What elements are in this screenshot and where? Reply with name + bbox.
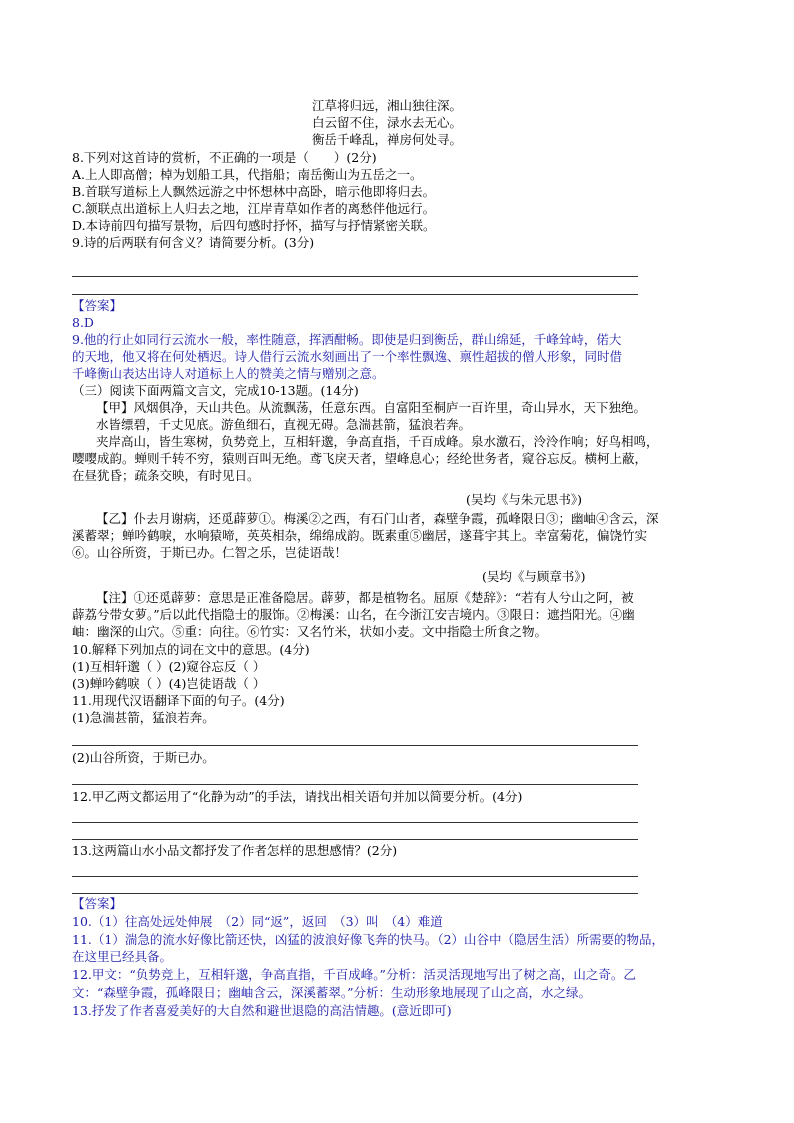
question-10-item: (3)蝉吟鹤唳（ ）(4)岂徒语哉（ ）: [72, 676, 266, 691]
answer-8: 8.D: [72, 315, 94, 330]
passage-jia-line: 在昼犹昏；疏条交映，有时见日。: [72, 468, 260, 483]
passage-jia-line: 【甲】风烟俱净，天山共色。从流飘荡，任意东西。自富阳至桐庐一百许里，奇山异水，天下独绝。: [96, 400, 647, 415]
answer-line: [72, 876, 638, 877]
passage-yi-line: 溪蓄翠；蝉吟鹤唳，水响猿啼，英英相杂，绵绵成韵。既素重⑤幽居，遂葺宇其上。幸富菊花，偏饶竹实: [72, 528, 648, 543]
question-8-option: C.颔联点出道标上人归去之地，江岸青草如作者的离愁伴他远行。: [72, 201, 436, 216]
answer-line: [72, 839, 638, 840]
passage-jia-source: (吴均《与朱元思书》): [466, 492, 583, 507]
passage-yi-line: ⑥。山谷所资，于斯已办。仁智之乐，岂徒语哉！: [72, 545, 348, 560]
answer-12-line: 12.甲文：“负势竞上，互相轩邈，争高直指，千百成峰。”分析：活灵活现地写出了树之高，山之奇。乙: [72, 967, 636, 982]
answer-13: 13.抒发了作者喜爱美好的大自然和避世退隐的高洁情趣。(意近即可): [72, 1003, 452, 1018]
answer-line: [72, 784, 638, 785]
question-10-stem: 10.解释下列加点的词在文中的意思。(4分): [72, 642, 310, 657]
answer-line: [72, 822, 638, 823]
question-11-sentence-1: (1)急湍甚箭，猛浪若奔。: [72, 710, 215, 725]
answer-11-line: 在这里已经具备。: [72, 949, 173, 964]
question-11-stem: 11.用现代汉语翻译下面的句子。(4分): [72, 693, 285, 708]
note-line: 岫：幽深的山穴。⑤重：向往。⑥竹实：又名竹米，状如小麦。文中指隐士所食之物。: [72, 624, 548, 639]
poem-line: 衡岳千峰乱，禅房何处寻。: [312, 132, 463, 147]
answer-label: 【答案】: [72, 298, 123, 313]
passage-yi-line: 【乙】仆去月谢病，还觅薜萝①。梅溪②之西，有石门山者，森壁争霞，孤峰限日③；幽岫④含云，深: [96, 511, 659, 526]
answer-12-line: 文：“森壁争霞，孤峰限日；幽岫含云，深溪蓄翠。”分析：生动形象地展现了山之高，水之绿。: [72, 985, 592, 1000]
passage-jia-line: 夹岸高山，皆生寒树，负势竞上，互相轩邈，争高直指，千百成峰。泉水激石，泠泠作响；好鸟相鸣，: [96, 434, 659, 449]
question-8-option: B.首联写道标上人飘然远游之中怀想林中高卧，暗示他即将归去。: [72, 184, 436, 199]
question-8-option: A.上人即高僧；棹为划船工具，代指船；南岳衡山为五岳之一。: [72, 167, 423, 182]
poem-line: 江草将归远，湘山独往深。: [312, 98, 463, 113]
passage-yi-source: (吴均《与顾章书》): [482, 569, 586, 584]
answer-9-line: 的天地，他又将在何处栖迟。诗人借行云流水刻画出了一个率性飘逸、禀性超拔的僧人形象，同时借: [72, 349, 623, 364]
question-8-stem: 8.下列对这首诗的赏析，不正确的一项是（ ）(2分): [72, 150, 377, 165]
answer-11-line: 11.（1）湍急的流水好像比箭还快，凶猛的波浪好像飞奔的快马。（2）山谷中（隐居生活）所需要的物品，: [72, 932, 665, 947]
answer-line: [72, 893, 638, 894]
question-11-sentence-2: (2)山谷所资，于斯已办。: [72, 750, 215, 765]
answer-line: [72, 745, 638, 746]
passage-jia-line: 嘤嘤成韵。蝉则千转不穷，猿则百叫无绝。鸢飞戾天者，望峰息心；经纶世务者，窥谷忘反。横柯上蔽，: [72, 451, 648, 466]
note-line: 【注】①还觅薜萝：意思是正准备隐居。薜萝，都是植物名。屈原《楚辞》：“若有人兮山之阿，被: [96, 590, 634, 605]
passage-jia-line: 水皆缥碧，千丈见底。游鱼细石，直视无碍。急湍甚箭，猛浪若奔。: [96, 417, 472, 432]
question-9-stem: 9.诗的后两联有何含义？请简要分析。(3分): [72, 235, 315, 250]
answer-label: 【答案】: [72, 896, 123, 911]
question-8-option: D.本诗前四句描写景物，后四句感时抒怀，描写与抒情紧密关联。: [72, 218, 436, 233]
question-13-stem: 13.这两篇山水小品文都抒发了作者怎样的思想感情？(2分): [72, 843, 398, 858]
answer-9-line: 千峰衡山表达出诗人对道标上人的赞美之情与赠别之意。: [72, 366, 385, 381]
question-10-item: (1)互相轩邈（ ）(2)窥谷忘反（ ）: [72, 659, 266, 674]
answer-10: 10.（1）往高处远处伸展 （2）同“返”，返回 （3）叫 （4）难道: [72, 914, 443, 929]
reading-intro: （三）阅读下面两篇文言文，完成10-13题。(14分): [72, 383, 359, 398]
answer-line: [72, 294, 638, 295]
poem-line: 白云留不住，渌水去无心。: [312, 115, 463, 130]
note-line: 薜荔兮带女萝。”后以此代指隐士的服饰。②梅溪：山名，在今浙江安吉境内。③限日：遮挡阳光。④幽: [72, 607, 635, 622]
answer-9-line: 9.他的行止如同行云流水一般，率性随意，挥洒酣畅。即使是归到衡岳，群山绵延，千峰耸峙，偌大: [72, 332, 622, 347]
answer-line: [72, 276, 638, 277]
question-12-stem: 12.甲乙两文都运用了“化静为动”的手法，请找出相关语句并加以简要分析。(4分): [72, 789, 523, 804]
